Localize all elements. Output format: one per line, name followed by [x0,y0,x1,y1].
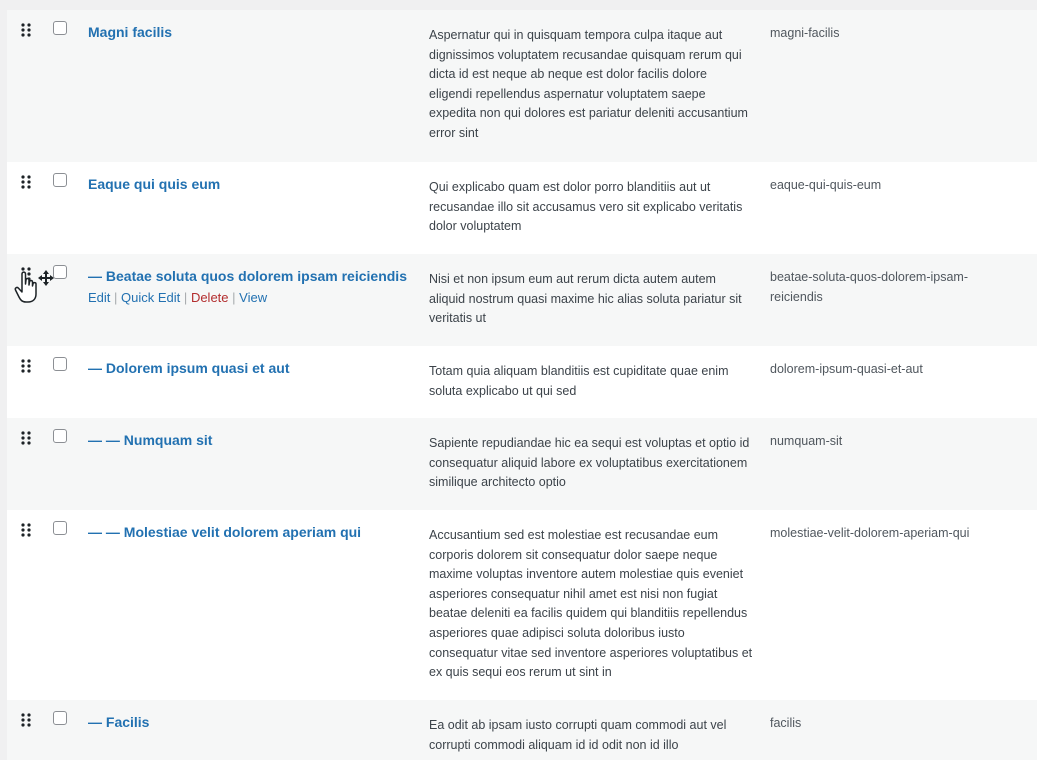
term-title-link[interactable]: — — Molestiae velit dolorem aperiam qui [88,524,362,540]
description-cell: Ea odit ab ipsam iusto corrupti quam commodi aut vel corrupti commodi aliquam id id odit non id illo [429,718,727,752]
slug-cell: eaque-qui-quis-eum [770,178,882,192]
title-cell [88,714,408,731]
slug-cell: facilis [770,716,802,730]
term-title-link[interactable]: — Beatae soluta quos dolorem ipsam reiciendis [88,268,407,284]
edit-link[interactable]: Edit [88,290,111,305]
slug-cell: molestiae-velit-dolorem-aperiam-qui [770,526,970,540]
row-checkbox[interactable] [53,711,67,725]
term-title-link[interactable]: — Facilis [88,714,150,730]
action-separator: | [114,290,118,305]
table-row [7,346,1037,418]
table-row [7,254,1037,346]
description-cell: Accusantium sed est molestiae est recusandae eum corporis dolorem sit consequatur dolor saepe neque maxime voluptas inventore autem molestiae quis eveniet asperiores consequatur nihil amet est nisi non fugiat beatae deleniti ea facilis quidem qui blanditiis repellendus asperiores quae adipisci soluta doloribus iusto consequatur vitae sed inventore asperiores voluptatibus et ex quis sequi eos rerum ut sint in [429,528,753,680]
drag-handle-icon[interactable] [20,266,32,282]
title-cell [88,524,408,541]
table-row [7,700,1037,760]
slug-cell: beatae-soluta-quos-dolorem-ipsam-reiciendis [770,270,969,304]
drag-handle-icon[interactable] [20,430,32,446]
drag-handle-icon[interactable] [20,522,32,538]
row-checkbox[interactable] [53,173,67,187]
slug-cell: magni-facilis [770,26,840,40]
drag-handle-icon[interactable] [20,174,32,190]
term-title-link[interactable]: Eaque qui quis eum [88,176,221,192]
table-row [7,162,1037,254]
row-checkbox[interactable] [53,429,67,443]
title-cell [88,360,408,377]
description-cell: Nisi et non ipsum eum aut rerum dicta autem autem aliquid nostrum quasi maxime hic alias soluta pariatur sit veritatis ut [429,272,742,326]
description-cell: Aspernatur qui in quisquam tempora culpa itaque aut dignissimos voluptatem recusandae quisquam rerum qui dicta id est neque ab neque est dolor facilis dolore eligendi repellendus aspernatur voluptatem saepe expedita non qui dolores est pariatur deleniti accusantium error sint [429,28,748,140]
slug-cell: numquam-sit [770,434,843,448]
action-separator: | [183,290,188,305]
row-checkbox[interactable] [53,521,67,535]
drag-handle-icon[interactable] [20,358,32,374]
term-title-link[interactable]: — — Numquam sit [88,432,213,448]
row-actions [88,289,408,306]
description-cell: Sapiente repudiandae hic ea sequi est voluptas et optio id consequatur aliquid labore ex voluptatibus exercitationem similique architecto optio [429,436,750,490]
view-link[interactable]: View [239,290,268,305]
table-row [7,418,1037,510]
term-title-link[interactable]: — Dolorem ipsum quasi et aut [88,360,290,376]
title-cell [88,176,408,193]
action-separator: | [232,290,236,305]
title-cell [88,24,408,41]
title-cell [88,268,408,306]
row-checkbox[interactable] [53,21,67,35]
terms-table [7,10,1037,760]
quick-edit-link[interactable]: Quick Edit [121,290,181,305]
description-cell: Qui explicabo quam est dolor porro blanditiis aut ut recusandae illo sit accusamus vero sit explicabo veritatis dolor voluptatem [429,180,743,234]
description-cell: Totam quia aliquam blanditiis est cupiditate quae enim soluta explicabo ut qui sed [429,364,729,398]
row-checkbox[interactable] [53,265,67,279]
slug-cell: dolorem-ipsum-quasi-et-aut [770,362,923,376]
table-row [7,510,1037,700]
drag-handle-icon[interactable] [20,712,32,728]
table-row [7,10,1037,162]
title-cell [88,432,408,449]
drag-handle-icon[interactable] [20,22,32,38]
row-checkbox[interactable] [53,357,67,371]
term-title-link[interactable]: Magni facilis [88,24,173,40]
delete-link[interactable]: Delete [190,290,229,305]
